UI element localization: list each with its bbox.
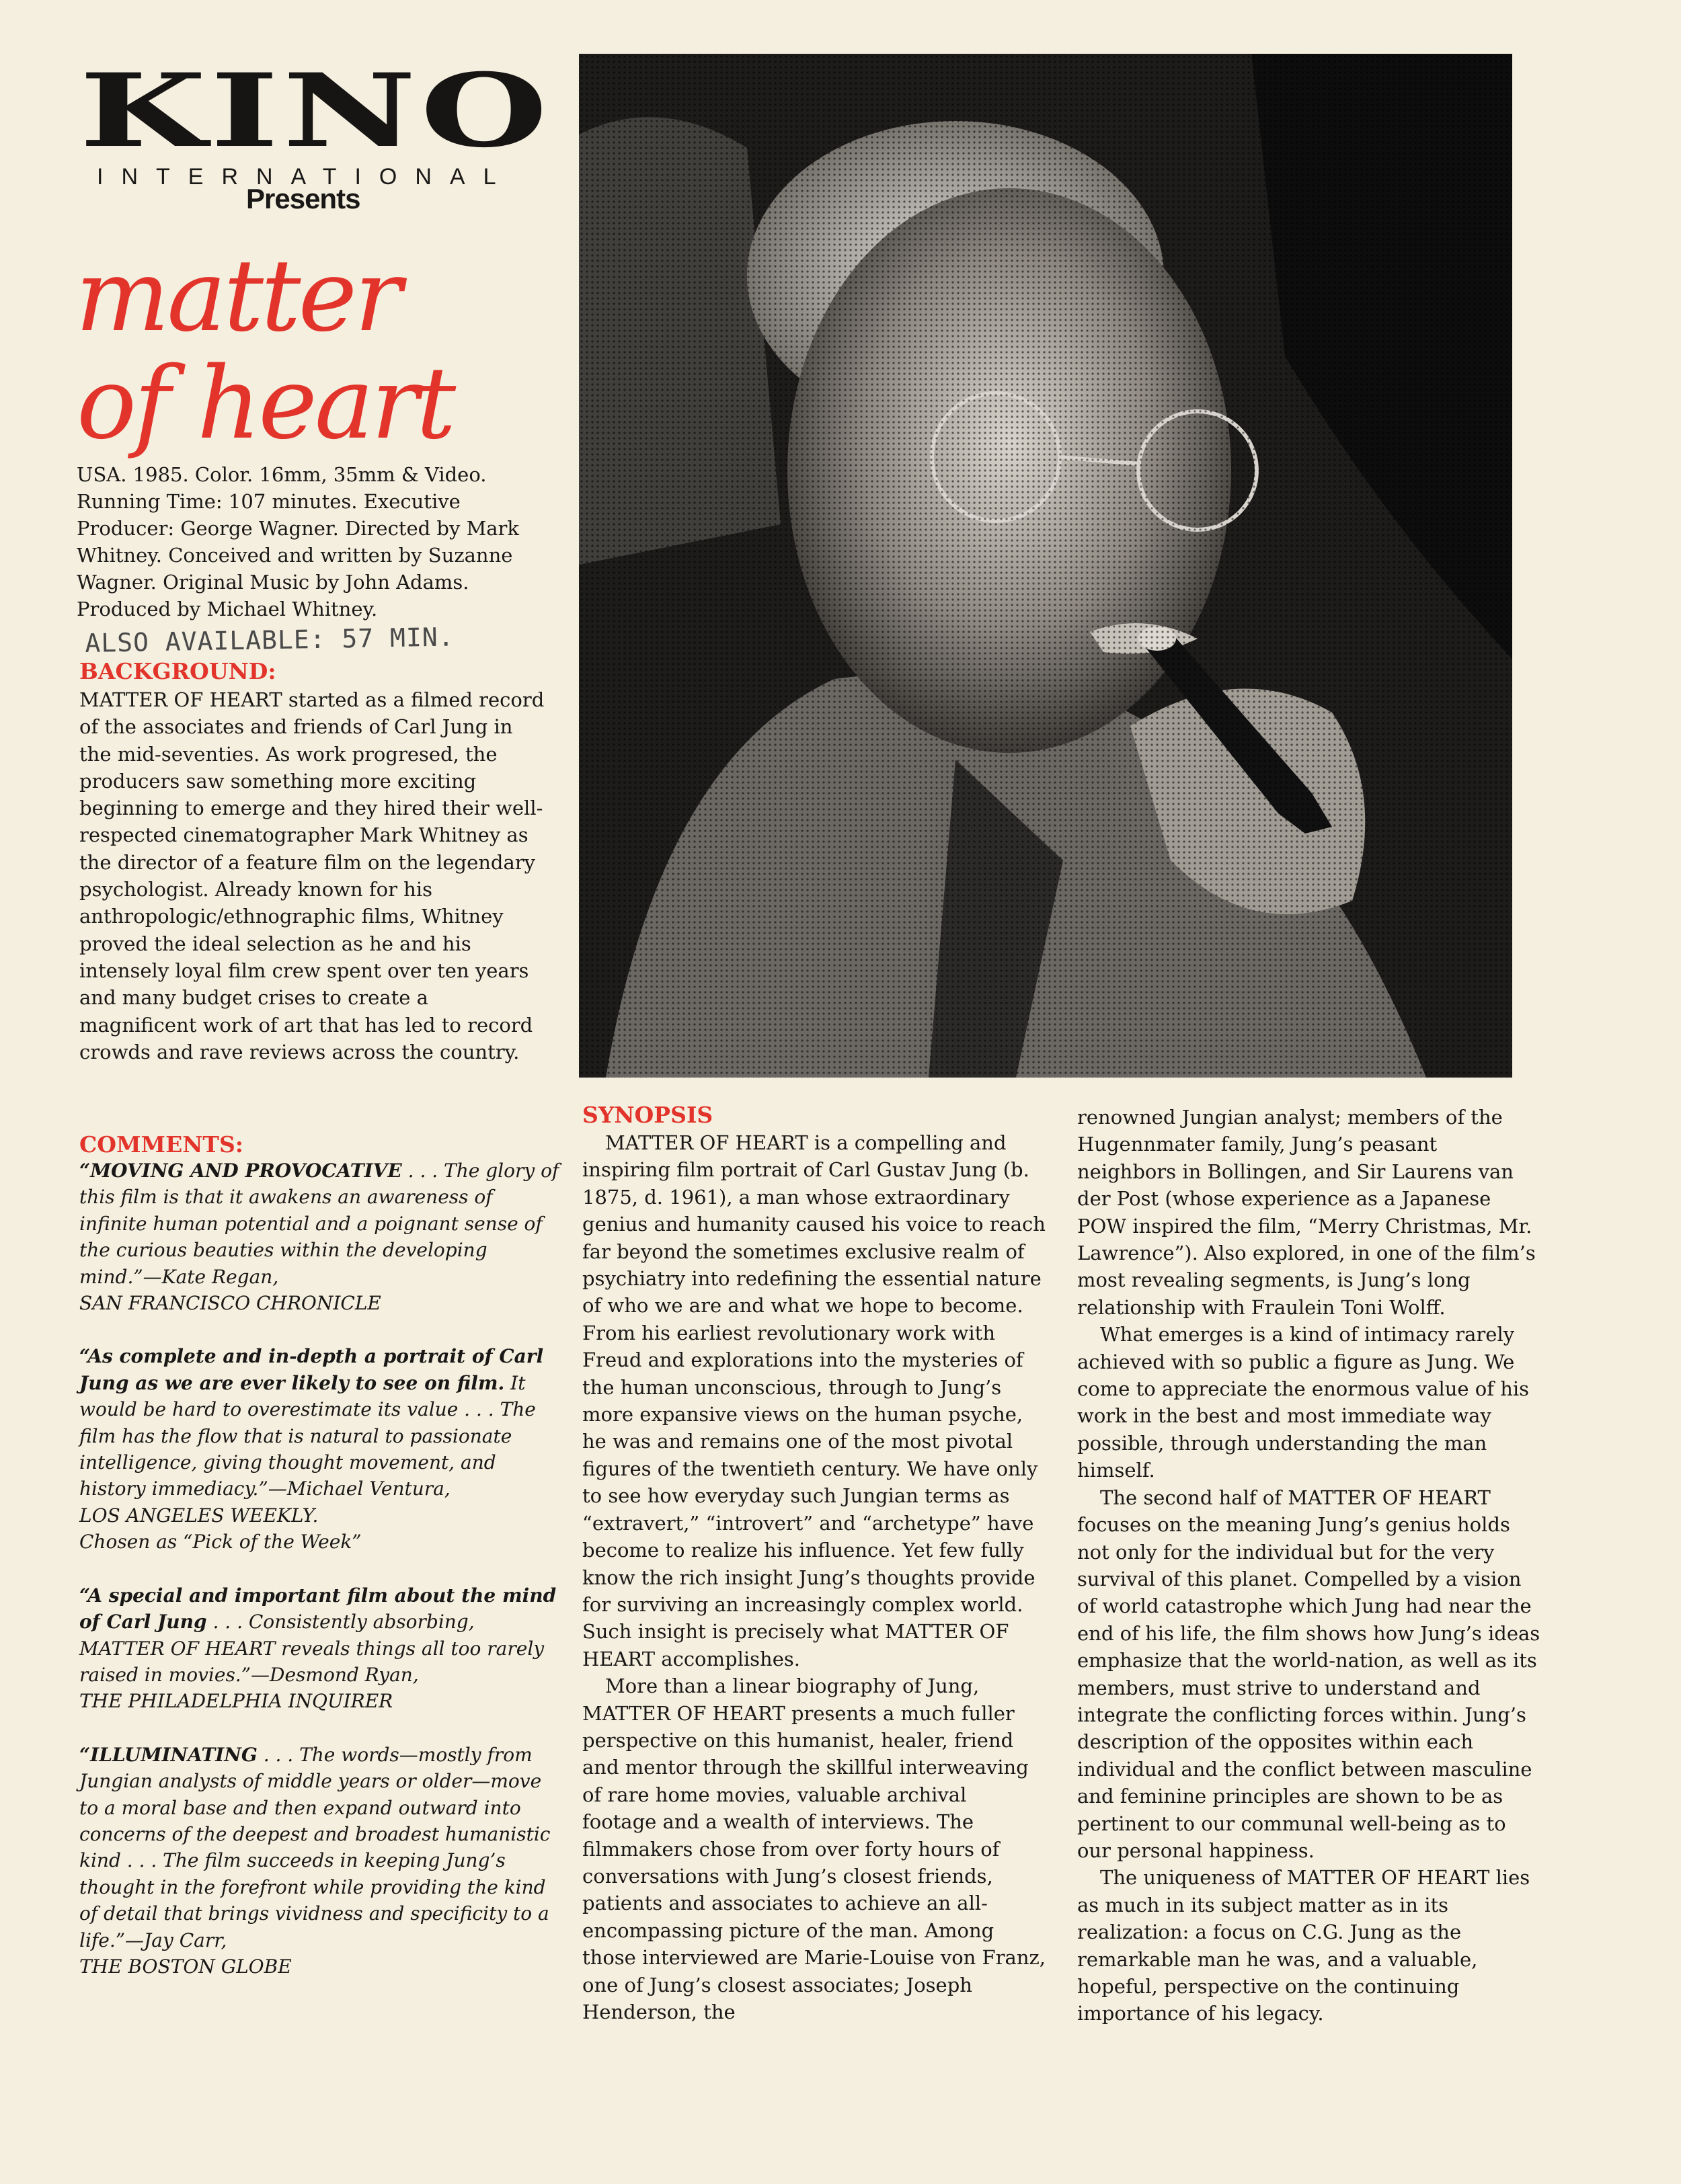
comment-source: THE BOSTON GLOBE — [79, 1955, 292, 1978]
comment-lead: “A special and important film about the mind of Carl Jung — [79, 1584, 557, 1633]
background-text: MATTER OF HEART started as a filmed record of the associates and friends of Carl Jung in the mid-seventies. As work progresed, the producers saw something more exciting beginning to emerge and they hired their well-respected cinematographer Mark Whitney as the director of a feature film on the legendary psychologist. Already known for his anthropologic/ethnographic films, Whitney proved the ideal selection as he and his intensely loyal film crew spent over ten years and many budget crises to create a magnificent work of art that has led to record crowds and rave reviews across the country. — [79, 688, 545, 1063]
synopsis-column-2 — [1077, 1104, 1541, 2027]
comment-quote — [79, 1158, 563, 1316]
synopsis-paragraph: More than a linear biography of Jung, MATTER OF HEART presents a much fuller perspective on this humanist, healer, friend and mentor through the skillful interweaving of rare home movies, valuable archival footage and a wealth of interviews. The filmmakers chose from over forty hours of conversations with Jung’s closest friends, patients and associates to achieve an all-encompassing picture of the man. Among those interviewed are Marie-Louise von Franz, one of Jung’s closest associates; Joseph Henderson, the — [582, 1674, 1046, 2023]
portrait-photo — [579, 54, 1512, 1078]
handwritten-note: ALSO AVAILABLE: 57 MIN. — [85, 622, 455, 658]
synopsis-paragraph: The second half of MATTER OF HEART focuses on the meaning Jung’s genius holds not only for the individual but for the very survival of this planet. Compelled by a vision of world catastrophe which Jung had near the end of his life, the film shows how Jung’s ideas emphasize that the world-nation, as well as its members, must strive to understand and integrate the conflicting forces within. Jung’s description of the opposites within each individual and the conflict between masculine and feminine principles are shown to be as pertinent to our communal well-being as to our personal happiness. — [1077, 1486, 1540, 1862]
synopsis-column-1 — [582, 1129, 1046, 2025]
film-title — [75, 238, 559, 461]
comment-lead: “As complete and in-depth a portrait of Carl Jung as we are ever likely to see on film. — [79, 1345, 544, 1394]
portrait-illustration — [579, 54, 1512, 1078]
comment-quote — [79, 1582, 563, 1715]
comment-body: . . . The words—mostly from Jungian analysts of middle years or older—move to a moral base and then expand outward into concerns of the deepest and broadest humanistic kind . . . The film succeeds in keeping Jung’s thought in the forefront while providing the kind of detail that brings vividness and specificity to a life.”—Jay Carr, — [79, 1743, 551, 1951]
brand-logo-block — [79, 52, 552, 190]
comment-lead: “ILLUMINATING — [79, 1743, 258, 1766]
comments-heading: COMMENTS: — [79, 1131, 243, 1158]
comment-quote — [79, 1742, 563, 1980]
comment-body: . . . Consistently absorbing, MATTER OF HEART reveals things all too rarely raised in movies.”—Desmond Ryan, — [79, 1611, 545, 1686]
comment-body: It would be hard to overestimate its value . . . The film has the flow that is natural to passionate intelligence, giving thought movement, and history immediacy.”—Michael Ventura, — [79, 1371, 536, 1500]
comment-source: SAN FRANCISCO CHRONICLE — [79, 1292, 381, 1315]
film-title-line-1: matter — [75, 238, 399, 354]
comment-source: LOS ANGELES WEEKLY. — [79, 1504, 319, 1527]
comment-body: . . . The glory of this film is that it awakens an awareness of infinite human potential and a poignant sense of the curious beauties within the developing mind.”—Kate Regan, — [79, 1160, 559, 1288]
brand-subtitle: INTERNATIONAL — [97, 164, 514, 190]
comments-list — [79, 1158, 563, 2007]
comment-extra: Chosen as “Pick of the Week” — [79, 1531, 362, 1553]
background-heading: BACKGROUND: — [79, 658, 276, 684]
film-title-line-2: of heart — [77, 346, 454, 461]
presents-label: Presents — [246, 183, 360, 214]
synopsis-paragraph: renowned Jungian analyst; members of the Hugennmater family, Jung’s peasant neighbors in Bollingen, and Sir Laurens van der Post (whose experience as a Japanese POW inspired the film, “Merry Christmas, Mr. Lawrence”). Also explored, in one of the film’s most revealing segments, is Jung’s long relationship with Fraulein Toni Wolff. — [1077, 1106, 1536, 1319]
comment-lead: “MOVING AND PROVOCATIVE — [79, 1160, 402, 1182]
synopsis-paragraph: MATTER OF HEART is a compelling and inspiring film portrait of Carl Gustav Jung (b. 1875, d. 1961), a man whose extraordinary genius and humanity caused his voice to reach far beyond the sometimes exclusive realm of psychiatry into redefining the essential nature of who we are and what we hope to become. From his earliest revolutionary work with Freud and explorations into the mysteries of the human unconscious, through to Jung’s more expansive views on the human psyche, he was and remains one of the most pivotal figures of the twentieth century. We have only to see how everyday such Jungian terms as “extravert,” “introvert” and “archetype” have become to realize his influence. Yet few fully know the rich insight Jung’s thoughts provide for surviving an increasingly complex world. Such insight is precisely what MATTER OF HEART accomplishes. — [582, 1131, 1046, 1670]
comment-source: THE PHILADELPHIA INQUIRER — [79, 1690, 393, 1713]
synopsis-heading: SYNOPSIS — [582, 1102, 713, 1128]
synopsis-paragraph: The uniqueness of MATTER OF HEART lies as much in its subject matter as in its realization: a focus on C.G. Jung as the remarkable man he was, and a valuable, hopeful, perspective on the continuing importance of his legacy. — [1077, 1866, 1530, 2025]
brand-logo: KINO — [79, 52, 552, 170]
synopsis-paragraph: What emerges is a kind of intimacy rarely achieved with so public a figure as Jung. We come to appreciate the enormous value of his work in the best and most immediate way possible, through understanding the man himself. — [1077, 1323, 1530, 1482]
film-credits: USA. 1985. Color. 16mm, 35mm & Video. Running Time: 107 minutes. Executive Producer: George Wagner. Directed by Mark Whitney. Conceived and written by Suzanne Wagner. Original Music by John Adams. Produced by Michael Whitney. — [77, 463, 519, 620]
comment-quote — [79, 1343, 563, 1555]
